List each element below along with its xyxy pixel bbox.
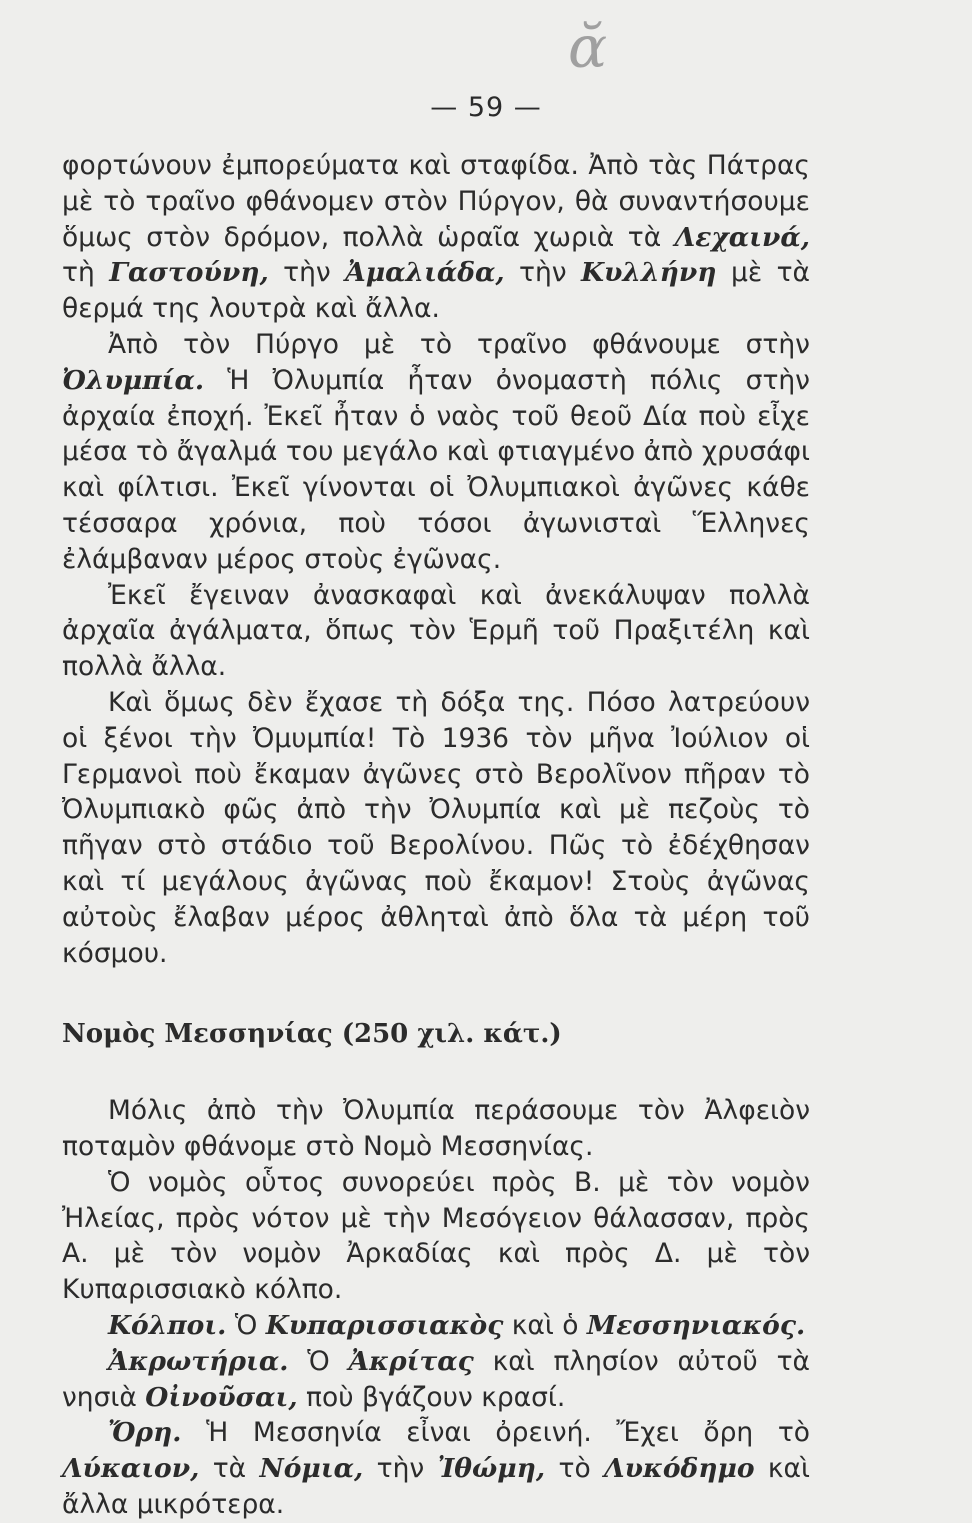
section-heading (62, 1017, 810, 1053)
text-run: τὴ (62, 257, 110, 289)
text-run: Καὶ ὅμως δὲν ἔχασε τὴ δόξα της. Πόσο λατρεύουν οἱ ξένοι τὴν Ὀμυμπία! Τὸ 1936 τὸν μῆνα Ἰούλιον οἱ Γερμανοὶ ποὺ ἔκαμαν ἀγῶνες στὸ Βερολῖνον πῆραν τὸ Ὀλυμπιακὸ φῶς ἀπὸ τὴν Ὀλυμπία καὶ μὲ πεζοὺς τὸ πῆγαν στὸ στάδιο τοῦ Βερολίνου. Πῶς τὸ ἐδέχθησαν καὶ τί μεγάλους ἀγῶνας ποὺ ἔκαμον! Στοὺς ἀγῶνας αὐτοὺς ἔλαβαν μέρος ἀθληταὶ ἀπὸ ὅλα τὰ μέρη τοῦ κόσμου. (62, 686, 810, 969)
paragraph (62, 1415, 810, 1522)
emphasized-term: Λύκαιον, (62, 1453, 200, 1485)
text-run: τὴν (504, 257, 582, 289)
emphasized-term: Ἀμαλιάδα, (345, 257, 505, 289)
text-run: καὶ ἄλλα μικρότερα. (62, 1453, 810, 1520)
emphasized-term: Ὄρη. (108, 1417, 182, 1449)
emphasized-term: Λυκόδημο (604, 1453, 755, 1485)
text-run: τὴν (268, 257, 346, 289)
handwritten-mark: ᾰ (568, 13, 608, 81)
emphasized-term: Νόμια, (259, 1453, 364, 1485)
page-number: — 59 — (430, 92, 542, 123)
emphasized-term: Κυπαρισσιακὸς (265, 1309, 504, 1341)
paragraph (62, 1344, 810, 1416)
text-run: Μόλις ἀπὸ τὴν Ὀλυμπία περάσουμε τὸν Ἀλφειὸν ποταμὸν φθάνομε στὸ Νομὸ Μεσσηνίας. (62, 1095, 810, 1162)
text-run: τὰ (199, 1453, 260, 1485)
text-run: Ὁ (226, 1309, 266, 1341)
paragraph (62, 1165, 810, 1308)
text-run: φορτώνουν ἐμπορεύματα καὶ σταφίδα. Ἀπὸ τὰς Πάτρας μὲ τὸ τραῖνο φθάνομεν στὸν Πύργον, θὰ συναντήσουμε ὅμως στὸν δρόμον, πολλὰ ὡραῖα χωριὰ τὰ (62, 150, 810, 253)
emphasized-term: Ἀκρίτας (348, 1345, 474, 1377)
text-run: Ὁ (288, 1345, 349, 1377)
text-run: μὲ τὰ θερμά της λουτρὰ καὶ ἄλλα. (62, 257, 810, 325)
emphasized-term: Κυλλήνη (581, 257, 717, 289)
emphasized-term: Γαστούνη, (109, 257, 269, 289)
emphasized-term: Ἰθώμη, (437, 1453, 546, 1485)
emphasized-term: Οἰνοῦσαι, (145, 1381, 298, 1413)
text-run: ποὺ βγάζουν κρασί. (297, 1381, 566, 1413)
text-run: τὸ (545, 1453, 605, 1485)
text-run: Νομὸς Μεσσηνίας (250 χιλ. κάτ.) (62, 1019, 562, 1050)
paragraph (62, 578, 810, 685)
text-run: Ἀπὸ τὸν Πύργο μὲ τὸ τραῖνο φθάνουμε στὴν (108, 328, 810, 360)
text-run: καὶ πλησίον αὐτοῦ τὰ νησιὰ (62, 1345, 810, 1413)
paragraph (62, 685, 810, 971)
text-run: τὴν (363, 1453, 438, 1485)
text-run: Ἡ Ὀλυμπία ἦταν ὀνομαστὴ πόλις στὴν ἀρχαία ἐποχή. Ἐκεῖ ἦταν ὁ ναὸς τοῦ θεοῦ Δία ποὺ εἶχε μέσα τὸ ἄγαλμά του μεγάλο καὶ φτιαγμένο ἀπὸ χρυσάφι καὶ φίλτισι. Ἐκεῖ γίνονται οἱ Ὀλυμπιακοὶ ἀγῶνες κάθε τέσσαρα χρόνια, ποὺ τόσοι ἀγωνισταὶ Ἕλληνες ἐλάμβαναν μέρος στοὺς ἐγῶνας. (62, 364, 810, 575)
paragraph (62, 327, 810, 578)
text-run: καὶ ὁ (503, 1309, 587, 1341)
emphasized-term: Μεσσηνιακός. (586, 1309, 806, 1341)
text-run: Ἡ Μεσσηνία εἶναι ὀρεινή. Ἔχει ὄρη τὸ (181, 1417, 810, 1449)
emphasized-term: Ὀλυμπία. (62, 364, 205, 396)
paragraph (62, 148, 810, 327)
emphasized-term: Κόλποι. (108, 1309, 227, 1341)
text-run: Ὁ νομὸς οὗτος συνορεύει πρὸς Β. μὲ τὸν νομὸν Ἠλείας, πρὸς νότον μὲ τὴν Μεσόγειον θάλασσαν, πρὸς Α. μὲ τὸν νομὸν Ἀρκαδίας καὶ πρὸς Δ. μὲ τὸν Κυπαρισσιακὸ κόλπο. (62, 1166, 810, 1306)
paragraph (62, 1093, 810, 1165)
emphasized-term: Ἀκρωτήρια. (108, 1345, 289, 1377)
emphasized-term: Λεχαινά, (674, 221, 810, 253)
text-run: Ἐκεῖ ἔγειναν ἀνασκαφαὶ καὶ ἀνεκάλυψαν πολλὰ ἀρχαῖα ἀγάλματα, ὅπως τὸν Ἑρμῆ τοῦ Πραξιτέλη καὶ πολλὰ ἄλλα. (62, 579, 810, 683)
body-text (62, 148, 810, 1523)
paragraph (62, 1308, 810, 1344)
